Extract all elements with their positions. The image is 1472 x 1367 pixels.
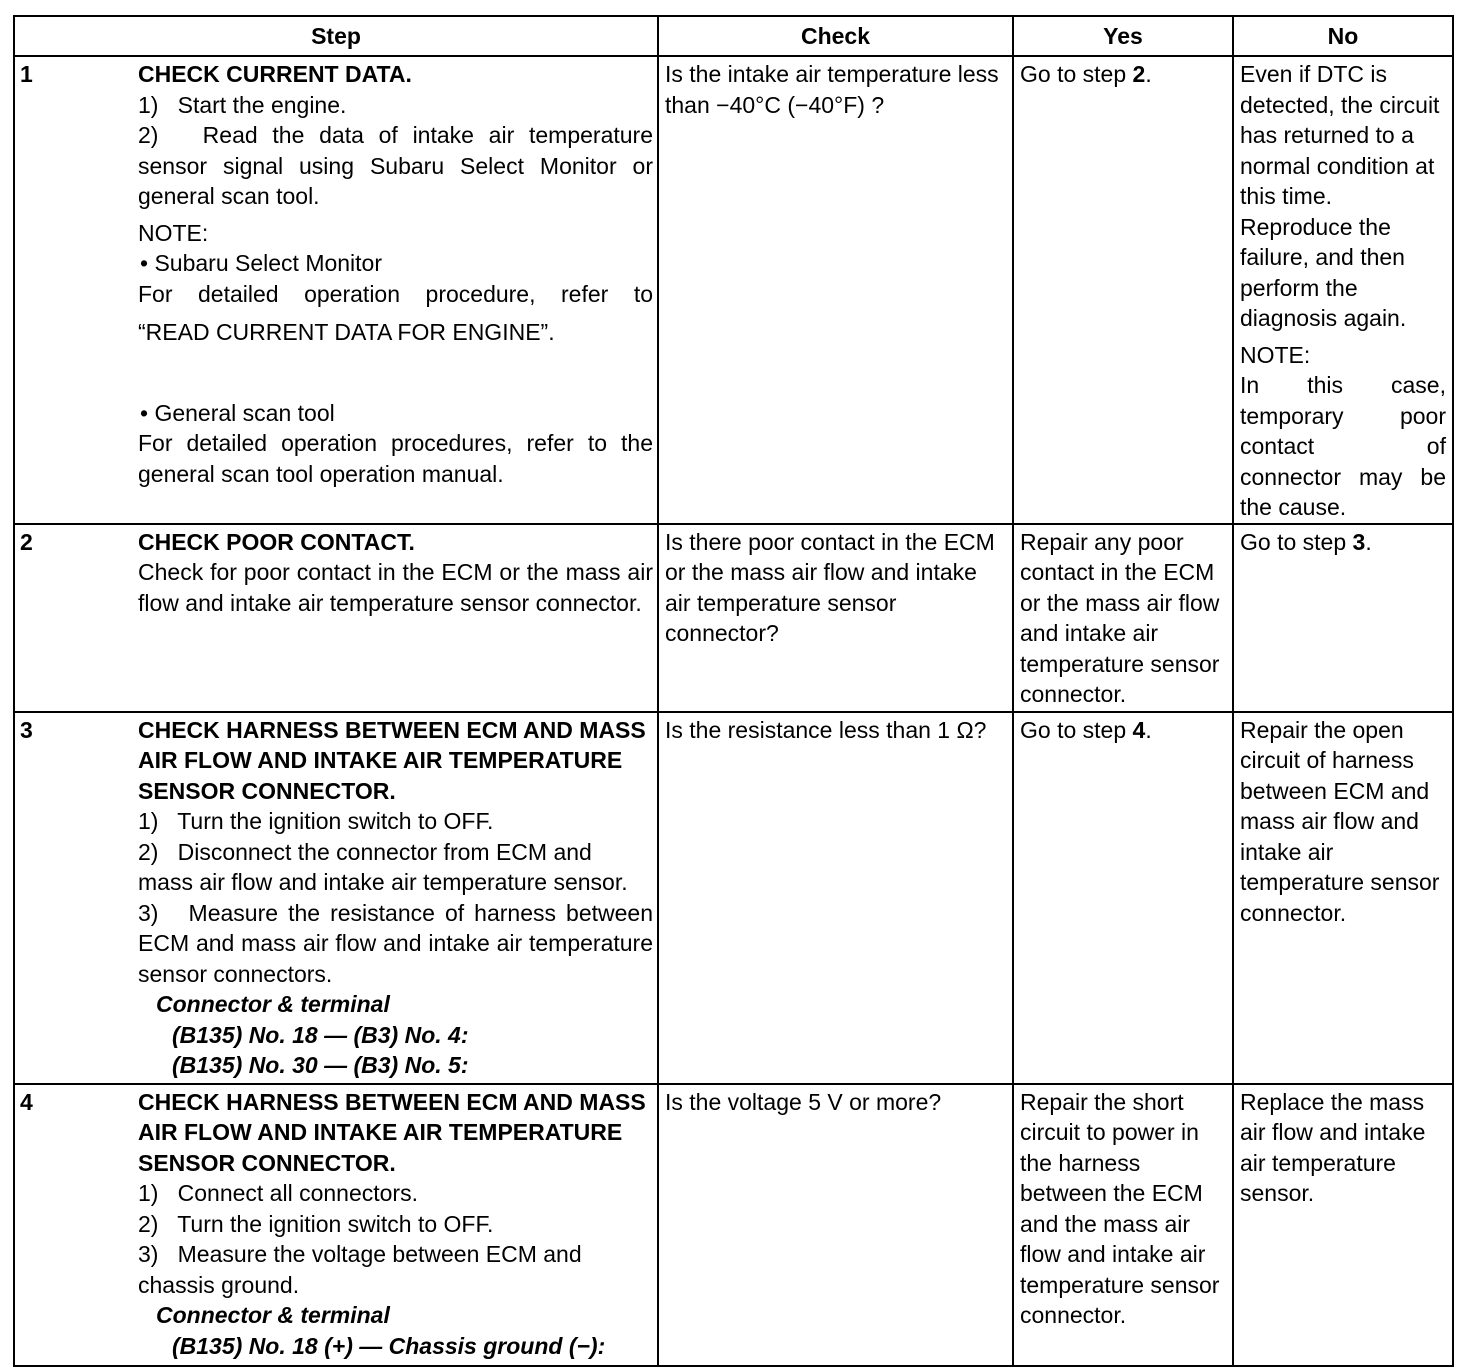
step-line: 1) Connect all connectors. <box>138 1180 418 1206</box>
check-cell: Is the voltage 5 V or more? <box>658 1084 1013 1366</box>
yes-cell <box>1013 56 1233 524</box>
diagnostic-table <box>13 15 1454 1367</box>
yes-cell <box>1013 712 1233 1084</box>
no-note: In this case, temporary poor contact of connector may be the cause. <box>1240 372 1446 520</box>
no-step-number: 3 <box>1352 528 1366 555</box>
step-number: 4 <box>20 1088 33 1115</box>
no-cell: Replace the mass air flow and intake air temperature sensor. <box>1233 1084 1453 1366</box>
yes-suffix: . <box>1145 716 1152 743</box>
header-step: Step <box>14 16 658 56</box>
yes-text: Go to step <box>1020 61 1133 87</box>
step-cell <box>14 56 658 524</box>
no-cell <box>1233 524 1453 712</box>
table-row <box>14 1084 1453 1366</box>
bullet-text: For detailed operation procedure, refer to <box>138 280 653 307</box>
no-text: Even if DTC is detected, the circuit has returned to a normal condition at this time. Reproduce the failure, and then perform the diagnosis again. <box>1240 61 1440 331</box>
step-line: 2) Read the data of intake air temperature sensor signal using Subaru Select Monitor or general scan tool. <box>138 122 660 209</box>
table-row <box>14 524 1453 712</box>
table-row <box>14 56 1453 524</box>
step-line: 2) Disconnect the connector from ECM and mass air flow and intake air temperature sensor. <box>138 838 628 895</box>
yes-cell: Repair any poor contact in the ECM or the mass air flow and intake air temperature sensor connector. <box>1013 524 1233 712</box>
connector-label: Connector & terminal <box>156 991 390 1017</box>
check-cell: Is there poor contact in the ECM or the mass air flow and intake air temperature sensor connector? <box>658 524 1013 712</box>
step-number: 1 <box>20 61 33 87</box>
step-title: CHECK HARNESS BETWEEN ECM AND MASS AIR FLOW AND INTAKE AIR TEMPERATURE SENSOR CONNECTOR. <box>138 716 646 804</box>
step-cell <box>14 524 658 712</box>
check-cell: Is the intake air temperature less than −40°C (−40°F) ? <box>658 56 1013 524</box>
connector-terminal: (B135) No. 30 — (B3) No. 5: <box>172 1052 469 1078</box>
bullet-item: • General scan tool <box>140 399 335 426</box>
step-title: CHECK POOR CONTACT. <box>138 528 415 555</box>
no-cell: Repair the open circuit of harness between ECM and mass air flow and intake air temperature sensor connector. <box>1233 712 1453 1084</box>
note-label: NOTE: <box>138 219 209 246</box>
step-cell <box>14 712 658 1084</box>
step-number: 3 <box>20 716 33 743</box>
yes-cell: Repair the short circuit to power in the harness between the ECM and the mass air flow and intake air temperature sensor connector. <box>1013 1084 1233 1366</box>
yes-step-number: 2 <box>1132 61 1146 87</box>
step-body-text: Check for poor contact in the ECM or the mass air flow and intake air temperature sensor connector. <box>138 559 653 616</box>
header-check: Check <box>658 16 1013 56</box>
step-title: CHECK HARNESS BETWEEN ECM AND MASS AIR FLOW AND INTAKE AIR TEMPERATURE SENSOR CONNECTOR. <box>138 1088 646 1176</box>
step-line: 3) Measure the voltage between ECM and chassis ground. <box>138 1241 589 1298</box>
no-text: Go to step <box>1240 528 1353 555</box>
bullet-text: For detailed operation procedures, refer to the general scan tool operation manual. <box>138 430 653 487</box>
step-line: 2) Turn the ignition switch to OFF. <box>138 1210 494 1237</box>
connector-terminal: (B135) No. 18 (+) — Chassis ground (−): <box>172 1332 606 1359</box>
header-no: No <box>1233 16 1453 56</box>
no-cell <box>1233 56 1453 524</box>
yes-suffix: . <box>1145 61 1152 87</box>
no-note-label: NOTE: <box>1240 341 1311 368</box>
yes-step-number: 4 <box>1132 716 1146 743</box>
bullet-item: • Subaru Select Monitor <box>140 250 383 276</box>
no-suffix: . <box>1365 528 1372 555</box>
step-line: 3) Measure the resistance of harness between ECM and mass air flow and intake air temperature sensor connectors. <box>138 899 660 987</box>
header-yes: Yes <box>1013 16 1233 56</box>
step-title: CHECK CURRENT DATA. <box>138 61 412 87</box>
connector-label: Connector & terminal <box>156 1302 390 1328</box>
check-cell: Is the resistance less than 1 Ω? <box>658 712 1013 1084</box>
step-line: 1) Turn the ignition switch to OFF. <box>138 808 494 834</box>
header-row <box>14 16 1453 56</box>
yes-text: Go to step <box>1020 716 1133 743</box>
bullet-text: “READ CURRENT DATA FOR ENGINE”. <box>138 319 555 345</box>
connector-terminal: (B135) No. 18 — (B3) No. 4: <box>172 1021 469 1048</box>
table-row <box>14 712 1453 1084</box>
step-line: 1) Start the engine. <box>138 91 347 118</box>
step-cell <box>14 1084 658 1366</box>
step-number: 2 <box>20 528 33 555</box>
